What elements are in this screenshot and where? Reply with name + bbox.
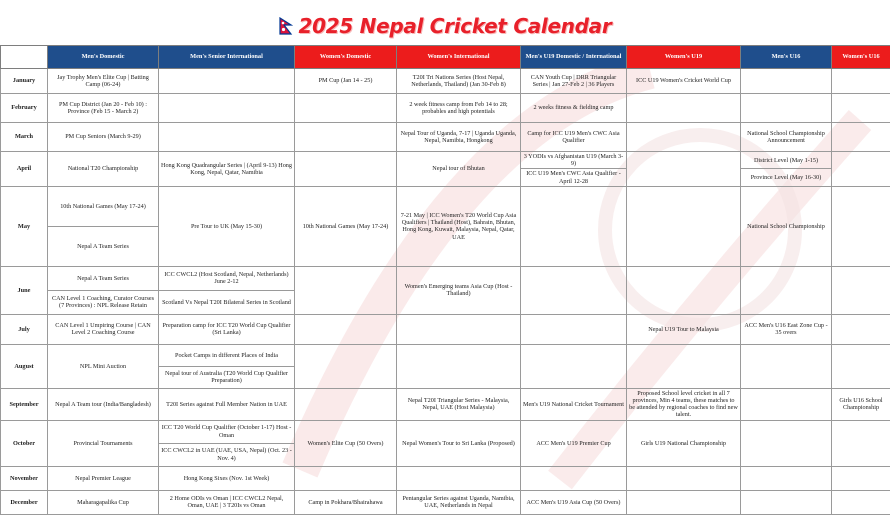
table-cell: Nepal Premier League [48,466,159,490]
table-cell: NPL Mini Auction [48,344,159,388]
table-cell: ICC U19 Men's CWC Asia Qualifier - April 12-28 [521,169,627,186]
table-row [1,152,890,169]
table-cell [741,420,832,466]
table-cell: National T20 Championship [48,152,159,187]
table-cell [627,152,741,187]
table-cell [741,69,832,94]
table-cell: 2 Home ODIs vs Oman | ICC CWCL2 Nepal, Oman, UAE | 3 T20Is vs Oman [159,490,295,514]
table-cell: Camp in Pokhara/Bhairahawa [295,490,397,514]
month-cell: June [1,266,48,314]
col-header-month: MONTH [1,46,48,69]
month-cell: February [1,94,48,123]
table-cell: T20I Series against Full Member Nation in UAE [159,388,295,420]
table-cell: ICC CWCL2 in UAE (UAE, USA, Nepal) (Oct. 23 - Nov. 4) [159,443,295,466]
table-cell [397,466,521,490]
table-cell: District Level (May 1-15) [741,152,832,169]
table-cell [832,420,890,466]
table-cell: Province Level (May 16-30) [741,169,832,186]
table-cell [832,466,890,490]
table-cell: Camp for ICC U19 Men's CWC Asia Qualifier [521,123,627,152]
table-cell [397,314,521,344]
table-row [1,490,890,514]
table-cell: Nepal Women's Tour to Sri Lanka (Proposed) [397,420,521,466]
table-cell: T20I Tri Nations Series (Host Nepal, Netherlands, Thailand) (Jan 30-Feb 8) [397,69,521,94]
table-cell: Preparation camp for ICC T20 World Cup Qualifier (Sri Lanka) [159,314,295,344]
table-cell [832,152,890,187]
table-cell [295,152,397,187]
table-row [1,186,890,226]
table-cell: Hong Kong Sixes (Nov. 1st Week) [159,466,295,490]
table-cell [627,466,741,490]
table-cell [159,69,295,94]
table-cell: 2 week fitness camp from Feb 14 to 28; probables and high potentials [397,94,521,123]
table-cell [295,314,397,344]
col-header-womens-international: Women's International [397,46,521,69]
table-cell: PM Cup (Jan 14 - 25) [295,69,397,94]
title-bar [0,10,890,42]
table-cell [741,466,832,490]
table-cell [627,266,741,314]
table-row [1,344,890,366]
table-cell: ICC CWCL2 (Host Scotland, Nepal, Netherlands) June 2-12 [159,266,295,290]
col-header-mens-u19: Men's U19 Domestic / International [521,46,627,69]
table-cell [295,466,397,490]
table-cell: ACC Men's U16 East Zone Cup - 35 overs [741,314,832,344]
table-cell: Men's U19 National Cricket Tournament [521,388,627,420]
table-row [1,420,890,443]
table-cell: CAN Level 1 Coaching, Curator Courses (7 Provinces) : NPL Release Retain [48,290,159,314]
col-header-womens-domestic: Women's Domestic [295,46,397,69]
table-cell: Proposed School level cricket in all 7 provinces, Min 4 teams, these matches to be attended by regional coaches to find new talent. [627,388,741,420]
col-header-mens-domestic: Men's Domestic [48,46,159,69]
table-cell [741,94,832,123]
page-title: 2025 Nepal Cricket Calendar [299,14,612,38]
table-cell: PM Cup Seniors (March 9-29) [48,123,159,152]
table-cell [295,123,397,152]
table-cell: Pocket Camps in different Places of India [159,344,295,366]
table-cell: 2 weeks fitness & fielding camp [521,94,627,123]
table-cell: ICC U19 Women's Cricket World Cup [627,69,741,94]
table-cell [295,266,397,314]
col-header-mens-u16: Men's U16 [741,46,832,69]
table-cell: Girls U16 School Championship [832,388,890,420]
table-row [1,314,890,344]
nepal-flag-icon [279,17,293,35]
table-cell: Nepal Tour of Uganda, 7-17 | Uganda Uganda, Nepal, Namibia, Hongkong [397,123,521,152]
table-cell [521,344,627,388]
col-header-mens-senior-international: Men's Senior International [159,46,295,69]
table-cell [521,266,627,314]
col-header-womens-u16: Women's U16 [832,46,890,69]
table-cell [521,466,627,490]
col-header-womens-u19: Women's U19 [627,46,741,69]
table-row [1,94,890,123]
table-cell [741,388,832,420]
table-row [1,266,890,290]
table-cell: Provincial Tournaments [48,420,159,466]
table-cell: Girls U19 National Championship [627,420,741,466]
month-cell: April [1,152,48,187]
month-cell: July [1,314,48,344]
table-cell: Nepal A Team tour (India/Bangladesh) [48,388,159,420]
table-cell: National School Championship Announcement [741,123,832,152]
table-cell: ACC Men's U19 Asia Cup (50 Overs) [521,490,627,514]
month-cell: September [1,388,48,420]
table-cell [832,314,890,344]
table-cell [159,94,295,123]
month-cell: March [1,123,48,152]
table-cell: 10th National Games (May 17-24) [48,186,159,226]
table-row [1,388,890,420]
table-cell [832,490,890,514]
table-cell [832,344,890,388]
table-cell: Nepal T20I Triangular Series - Malaysia, Nepal, UAE (Host Malaysia) [397,388,521,420]
table-cell [295,94,397,123]
table-cell: Nepal A Team Series [48,266,159,290]
table-cell [627,123,741,152]
table-cell: 10th National Games (May 17-24) [295,186,397,266]
table-row [1,69,890,94]
table-cell [627,186,741,266]
table-cell: Pre Tour to UK (May 15-30) [159,186,295,266]
table-cell: National School Championship [741,186,832,266]
table-cell [832,123,890,152]
table-cell [627,344,741,388]
header-row [1,46,890,69]
table-row [1,123,890,152]
table-cell: ICC T20 World Cup Qualifier (October 1-17) Host - Oman [159,420,295,443]
month-cell: August [1,344,48,388]
table-cell: Nepal U19 Tour to Malaysia [627,314,741,344]
table-cell: 3 YODIs vs Afghanistan U19 (March 3-9) [521,152,627,169]
table-cell [627,94,741,123]
table-cell [397,344,521,388]
table-cell: Jay Trophy Men's Elite Cup | Batting Camp (06-24) [48,69,159,94]
table-cell: Maharagapalika Cup [48,490,159,514]
month-cell: October [1,420,48,466]
table-cell: Pentangular Series against Uganda, Namibia, UAE, Netherlands in Nepal [397,490,521,514]
table-cell: Women's Emerging teams Asia Cup (Host - Thailand) [397,266,521,314]
table-cell: CAN Level 1 Umpiring Course | CAN Level 2 Coaching Course [48,314,159,344]
table-cell [832,69,890,94]
table-cell [295,388,397,420]
table-cell [832,186,890,266]
table-cell: Hong Kong Quadrangular Series | (April 9-13) Hong Kong, Nepal, Qatar, Namibia [159,152,295,187]
table-cell: Nepal tour of Australia (T20 World Cup Qualifier Preparation) [159,366,295,388]
table-row [1,466,890,490]
table-cell: Nepal tour of Bhutan [397,152,521,187]
table-cell [521,186,627,266]
calendar-table [0,45,890,515]
table-cell [832,94,890,123]
table-cell: PM Cup District (Jan 20 - Feb 10) : Province (Feb 15 - March 2) [48,94,159,123]
month-cell: January [1,69,48,94]
table-cell: 7-21 May | ICC Women's T20 World Cup Asia Qualifiers | Thailand (Host), Bahrain, Bhutan, Hong Kong, Kuwait, Malaysia, Nepal, Qatar, UAE [397,186,521,266]
table-cell: ACC Men's U19 Premier Cup [521,420,627,466]
table-cell: Nepal A Team Series [48,226,159,266]
month-cell: November [1,466,48,490]
table-cell: Scotland Vs Nepal T20I Bilateral Series in Scotland [159,290,295,314]
table-cell [627,490,741,514]
table-cell [741,344,832,388]
table-cell: CAN Youth Cup | DRR Triangular Series | Jan 27-Feb 2 | 36 Players [521,69,627,94]
table-cell: Women's Elite Cup (50 Overs) [295,420,397,466]
table-cell [295,344,397,388]
table-cell [741,266,832,314]
table-cell [159,123,295,152]
table-cell [741,490,832,514]
table-cell [521,314,627,344]
month-cell: May [1,186,48,266]
table-cell [832,266,890,314]
month-cell: December [1,490,48,514]
